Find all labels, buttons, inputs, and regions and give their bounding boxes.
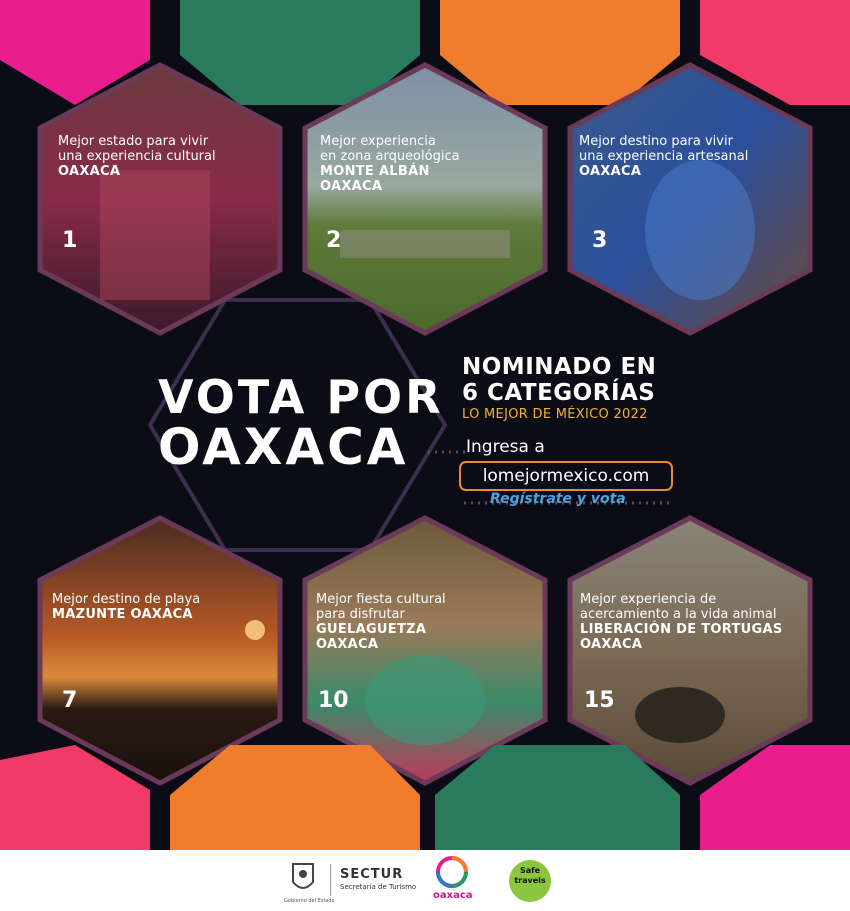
vota-title — [158, 370, 444, 476]
footer — [0, 850, 850, 911]
gobierno-label: Gobierno del Estado — [284, 898, 335, 904]
category-3-label-1: Mejor destino para vivir — [579, 134, 733, 149]
oaxaca-logo-text: oaxaca — [433, 890, 473, 901]
category-3-label-2: una experiencia artesanal — [579, 149, 749, 164]
category-15-label-2: acercamiento a la vida animal — [580, 607, 777, 622]
category-10-name-1: GUELAGUETZA — [316, 622, 427, 637]
category-7-number: 7 — [62, 688, 78, 713]
category-2-label-2: en zona arqueológica — [320, 149, 460, 164]
sectur-subtitle: Secretaría de Turismo — [340, 883, 417, 891]
dancer-skirt — [365, 655, 485, 745]
category-7-label-1: Mejor destino de playa — [52, 592, 201, 607]
category-3-name: OAXACA — [579, 164, 642, 179]
ingresa-text: Ingresa a — [466, 437, 545, 457]
hex-image-2 — [305, 65, 545, 333]
category-10-number: 10 — [318, 688, 349, 713]
category-3-number: 3 — [592, 228, 608, 253]
category-2-number: 2 — [326, 228, 342, 253]
building-shape — [100, 170, 210, 300]
category-15-label-1: Mejor experiencia de — [580, 592, 717, 607]
gobierno-shield-icon — [290, 860, 316, 896]
category-1-number: 1 — [62, 228, 78, 253]
category-10-text — [316, 592, 446, 652]
category-3-text — [579, 134, 748, 179]
category-2-name-1: MONTE ALBÁN — [320, 164, 430, 179]
category-15-number: 15 — [584, 688, 615, 713]
registrate-text: Regístrate y vota — [490, 491, 626, 507]
vota-title-line-1: VOTA POR — [158, 370, 444, 424]
category-1-label-2: una experiencia cultural — [58, 149, 216, 164]
category-10-name-2: OAXACA — [316, 637, 379, 652]
category-10-label-2: para disfrutar — [316, 607, 405, 622]
nominado-line-1: NOMINADO EN — [462, 354, 657, 380]
category-15-name-2: OAXACA — [580, 637, 643, 652]
category-2-name-2: OAXACA — [320, 179, 383, 194]
nominado-line-2: 6 CATEGORÍAS — [462, 380, 656, 406]
hex-image-7 — [40, 518, 280, 783]
category-1-text — [58, 134, 216, 179]
category-15-name-1: LIBERACIÓN DE TORTUGAS — [580, 622, 783, 637]
nominado-subtitle: LO MEJOR DE MÉXICO 2022 — [462, 407, 648, 422]
turtle-shape — [635, 687, 725, 743]
nominado-block — [462, 354, 656, 424]
vota-title-line-2: OAXACA — [158, 418, 409, 476]
safe-travels-badge: Safe travels — [509, 860, 551, 902]
oaxaca-logo-icon — [436, 856, 468, 888]
url-link[interactable]: lomejormexico.com — [459, 461, 673, 491]
category-15-text — [580, 592, 782, 652]
logo-divider — [330, 864, 331, 896]
category-2-label-1: Mejor experiencia — [320, 134, 436, 149]
category-2-text — [320, 134, 460, 194]
category-7-name: MAZUNTE OAXACA — [52, 607, 193, 622]
category-7-text — [52, 592, 200, 622]
alebrije-shape — [645, 160, 755, 300]
sunset-sun — [245, 620, 265, 640]
category-1-name: OAXACA — [58, 164, 121, 179]
pyramid-shape — [340, 230, 510, 258]
category-10-label-1: Mejor fiesta cultural — [316, 592, 446, 607]
category-1-label-1: Mejor estado para vivir — [58, 134, 209, 149]
sectur-logo: SECTUR — [340, 867, 404, 882]
